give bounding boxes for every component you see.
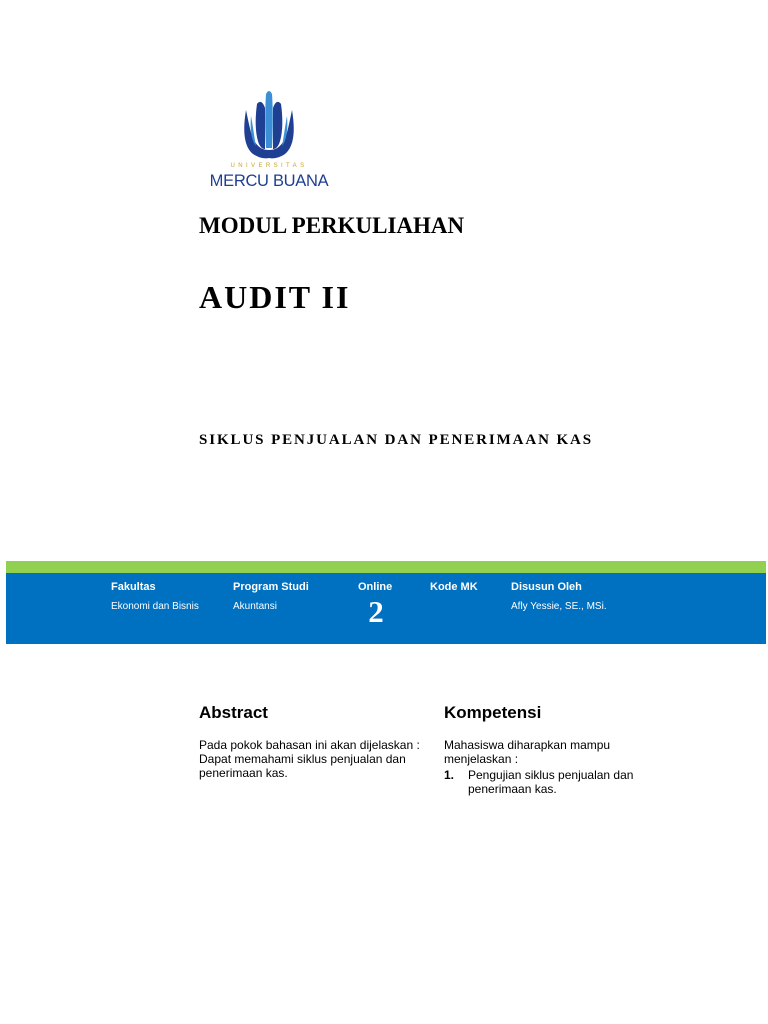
author-value: Afly Yessie, SE., MSi.	[511, 601, 607, 612]
list-item-number: 1.	[444, 768, 455, 782]
topic-title: SIKLUS PENJUALAN DAN PENERIMAAN KAS	[199, 432, 594, 448]
kompetensi-intro: Mahasiswa diharapkan mampu menjelaskan :	[444, 738, 611, 766]
logo-upper-text: UNIVERSITAS	[230, 163, 308, 169]
list-item	[444, 768, 656, 796]
fakultas-label: Fakultas	[111, 581, 156, 593]
prodi-label: Program Studi	[233, 581, 309, 593]
mercu-buana-flame-logo-icon	[199, 88, 333, 168]
prodi-column	[233, 580, 309, 613]
list-item-text: Pengujian siklus penjualan dan penerimaan kas.	[468, 768, 634, 796]
prodi-value: Akuntansi	[233, 601, 277, 612]
abstract-title: Abstract	[199, 703, 268, 722]
abstract-body	[199, 738, 427, 780]
kode-mk-label: Kode MK	[430, 581, 478, 593]
fakultas-column	[111, 580, 199, 613]
online-column	[358, 580, 394, 628]
kompetensi-list	[444, 768, 656, 796]
document-type: MODUL PERKULIAHAN	[199, 213, 465, 238]
kompetensi-body	[444, 738, 656, 796]
online-number: 2	[368, 594, 384, 629]
green-band	[6, 561, 766, 573]
kompetensi-title: Kompetensi	[444, 703, 542, 722]
university-logo	[199, 88, 333, 196]
abstract-line-2: Dapat memahami siklus penjualan dan penerimaan kas.	[199, 752, 406, 780]
author-column	[511, 580, 607, 613]
kode-mk-column	[430, 580, 478, 600]
info-band	[6, 573, 766, 644]
online-label: Online	[358, 581, 393, 593]
logo-name-text: MERCU BUANA	[209, 172, 329, 190]
author-label: Disusun Oleh	[511, 581, 582, 593]
abstract-line-1: Pada pokok bahasan ini akan dijelaskan :	[199, 738, 420, 752]
fakultas-value: Ekonomi dan Bisnis	[111, 601, 199, 612]
course-title: AUDIT II	[199, 279, 351, 315]
